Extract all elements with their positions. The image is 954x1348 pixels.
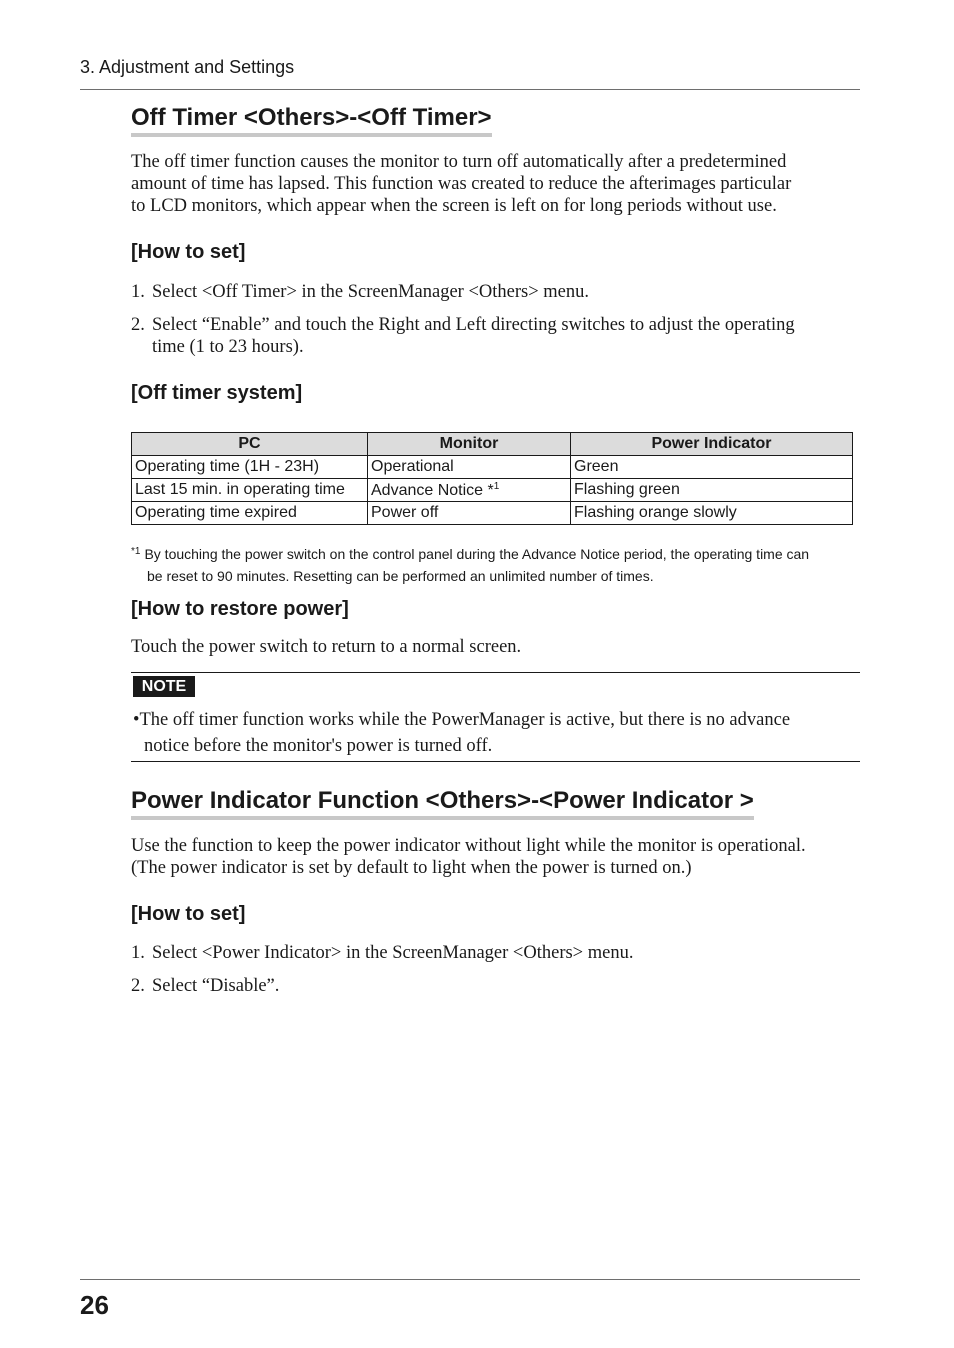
table-cell — [368, 479, 571, 502]
table-cell: Flashing orange slowly — [571, 502, 853, 525]
step-text-continued: time (1 to 23 hours). — [152, 337, 304, 357]
table-row — [132, 502, 853, 525]
off-timer-title: Off Timer <Others>-<Off Timer> — [131, 103, 492, 137]
table-cell: Power off — [368, 502, 571, 525]
table-row — [132, 479, 853, 502]
off-timer-table — [131, 432, 853, 525]
note-line-continued: notice before the monitor's power is turned off. — [144, 736, 493, 756]
intro-line: (The power indicator is set by default to light when the power is turned on.) — [131, 858, 692, 878]
restore-power-text: Touch the power switch to return to a normal screen. — [131, 637, 522, 657]
step-number: 2. — [131, 976, 145, 996]
note-badge: NOTE — [133, 676, 195, 697]
table-row — [132, 456, 853, 479]
note-top-divider — [131, 672, 860, 673]
header-divider — [80, 89, 860, 90]
footnote-mark: *1 — [131, 546, 141, 557]
step-number: 1. — [131, 282, 145, 302]
table-header-row — [132, 433, 853, 456]
column-header: Power Indicator — [571, 433, 853, 456]
intro-line: amount of time has lapsed. This function was created to reduce the afterimages particular — [131, 174, 792, 194]
intro-line: Use the function to keep the power indicator without light while the monitor is operational. — [131, 836, 806, 856]
table-cell: Flashing green — [571, 479, 853, 502]
step-2 — [131, 975, 861, 997]
restore-power-heading: [How to restore power] — [131, 598, 349, 620]
footnote-text-continued: be reset to 90 minutes. Resetting can be performed an unlimited number of times. — [147, 568, 654, 584]
step-1 — [131, 281, 861, 303]
step-text: Select “Disable”. — [152, 976, 280, 996]
footer-divider — [80, 1279, 860, 1280]
column-header: PC — [132, 433, 368, 456]
step-number: 2. — [131, 315, 145, 335]
table-cell: Operating time expired — [132, 502, 368, 525]
table-cell: Last 15 min. in operating time — [132, 479, 368, 502]
cell-text: Advance Notice * — [371, 481, 494, 499]
table-cell: Operational — [368, 456, 571, 479]
note-line: •The off timer function works while the PowerManager is active, but there is no advance — [133, 710, 791, 730]
off-timer-system-heading: [Off timer system] — [131, 382, 303, 404]
step-text: Select <Off Timer> in the ScreenManager <Others> menu. — [152, 282, 589, 302]
chapter-header: 3. Adjustment and Settings — [80, 57, 295, 77]
off-timer-intro — [131, 151, 861, 217]
note-text — [133, 707, 861, 759]
footnote-text: By touching the power switch on the control panel during the Advance Notice period, the operating time can — [144, 546, 810, 562]
how-to-set-heading-2: [How to set] — [131, 903, 246, 925]
step-1 — [131, 942, 861, 964]
step-2 — [131, 314, 861, 358]
step-text: Select <Power Indicator> in the ScreenManager <Others> menu. — [152, 943, 634, 963]
intro-line: to LCD monitors, which appear when the screen is left on for long periods without use. — [131, 196, 777, 216]
step-text: Select “Enable” and touch the Right and Left directing switches to adjust the operating — [152, 315, 795, 335]
page-number: 26 — [80, 1290, 109, 1320]
table-cell: Green — [571, 456, 853, 479]
table-footnote — [131, 541, 861, 587]
power-indicator-intro — [131, 835, 861, 879]
power-indicator-title: Power Indicator Function <Others>-<Power Indicator > — [131, 786, 754, 820]
column-header: Monitor — [368, 433, 571, 456]
step-number: 1. — [131, 943, 145, 963]
intro-line: The off timer function causes the monitor to turn off automatically after a predetermined — [131, 152, 787, 172]
note-bottom-divider — [131, 761, 860, 762]
footnote-reference: 1 — [493, 480, 500, 492]
how-to-set-heading: [How to set] — [131, 241, 246, 263]
table-cell: Operating time (1H - 23H) — [132, 456, 368, 479]
